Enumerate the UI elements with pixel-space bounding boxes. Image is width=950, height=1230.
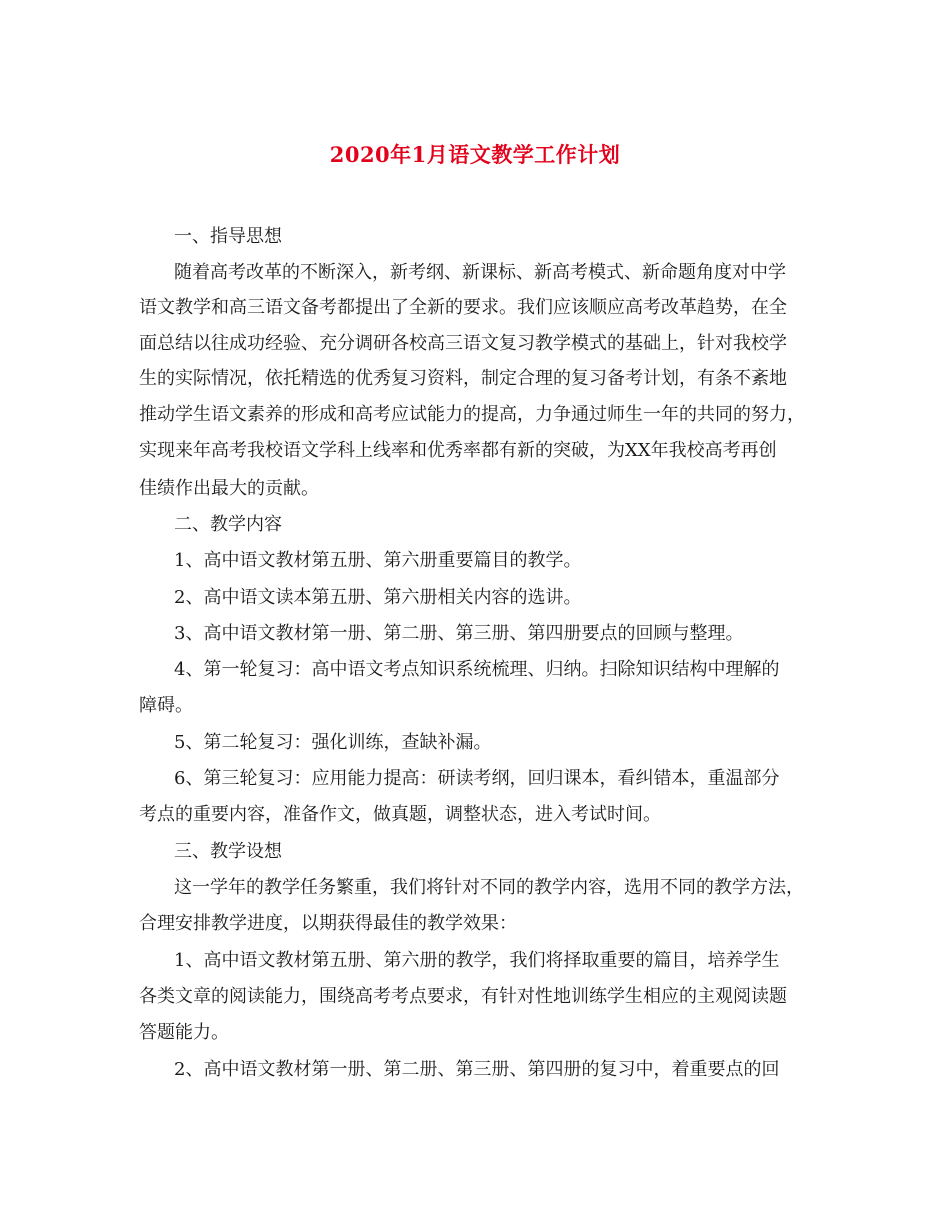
paragraph-line: 语文教学和高三语文备考都提出了全新的要求。我们应该顺应高考改革趋势，在全	[139, 297, 787, 318]
section-heading-teaching-content: 二、教学内容	[174, 514, 282, 535]
paragraph-line: 推动学生语文素养的形成和高考应试能力的提高，力争通过师生一年的共同的努力，	[139, 404, 805, 425]
paragraph-line: 生的实际情况，依托精选的优秀复习资料，制定合理的复习备考计划，有条不紊地	[139, 368, 787, 389]
paragraph-line: 面总结以往成功经验、充分调研各校高三语文复习教学模式的基础上，针对我校学	[139, 333, 787, 354]
list-item: 1、高中语文教材第五册、第六册重要篇目的教学。	[174, 550, 582, 571]
paragraph-line: 合理安排教学进度，以期获得最佳的教学效果：	[139, 913, 517, 934]
paragraph-line: 随着高考改革的不断深入，新考纲、新课标、新高考模式、新命题角度对中学	[174, 262, 786, 283]
list-item: 6、第三轮复习：应用能力提高：研读考纲，回归课本，看纠错本，重温部分	[174, 768, 780, 789]
list-item: 2、高中语文读本第五册、第六册相关内容的选讲。	[174, 587, 582, 608]
paragraph-line: 佳绩作出最大的贡献。	[139, 478, 319, 499]
list-item: 3、高中语文教材第一册、第二册、第三册、第四册要点的回顾与整理。	[174, 623, 744, 644]
page-title: 2020年1月语文教学工作计划	[329, 142, 621, 167]
paragraph-line: 这一学年的教学任务繁重，我们将针对不同的教学内容，选用不同的教学方法，	[174, 877, 804, 898]
list-item: 5、第二轮复习：强化训练，查缺补漏。	[174, 732, 492, 753]
section-heading-teaching-ideas: 三、教学设想	[174, 841, 282, 862]
paragraph-line: 实现来年高考我校语文学科上线率和优秀率都有新的突破，为XX年我校高考再创	[139, 440, 777, 461]
list-item: 2、高中语文教材第一册、第二册、第三册、第四册的复习中，着重要点的回	[174, 1059, 780, 1080]
list-item-continuation: 答题能力。	[139, 1022, 229, 1043]
list-item-continuation: 各类文章的阅读能力，围绕高考考点要求，有针对性地训练学生相应的主观阅读题	[139, 986, 787, 1007]
list-item-continuation: 考点的重要内容，准备作文，做真题，调整状态，进入考试时间。	[139, 804, 661, 825]
list-item-continuation: 障碍。	[139, 695, 193, 716]
list-item: 4、第一轮复习：高中语文考点知识系统梳理、归纳。扫除知识结构中理解的	[174, 659, 780, 680]
section-heading-guiding-ideology: 一、指导思想	[174, 226, 282, 247]
list-item: 1、高中语文教材第五册、第六册的教学，我们将择取重要的篇目，培养学生	[174, 950, 780, 971]
